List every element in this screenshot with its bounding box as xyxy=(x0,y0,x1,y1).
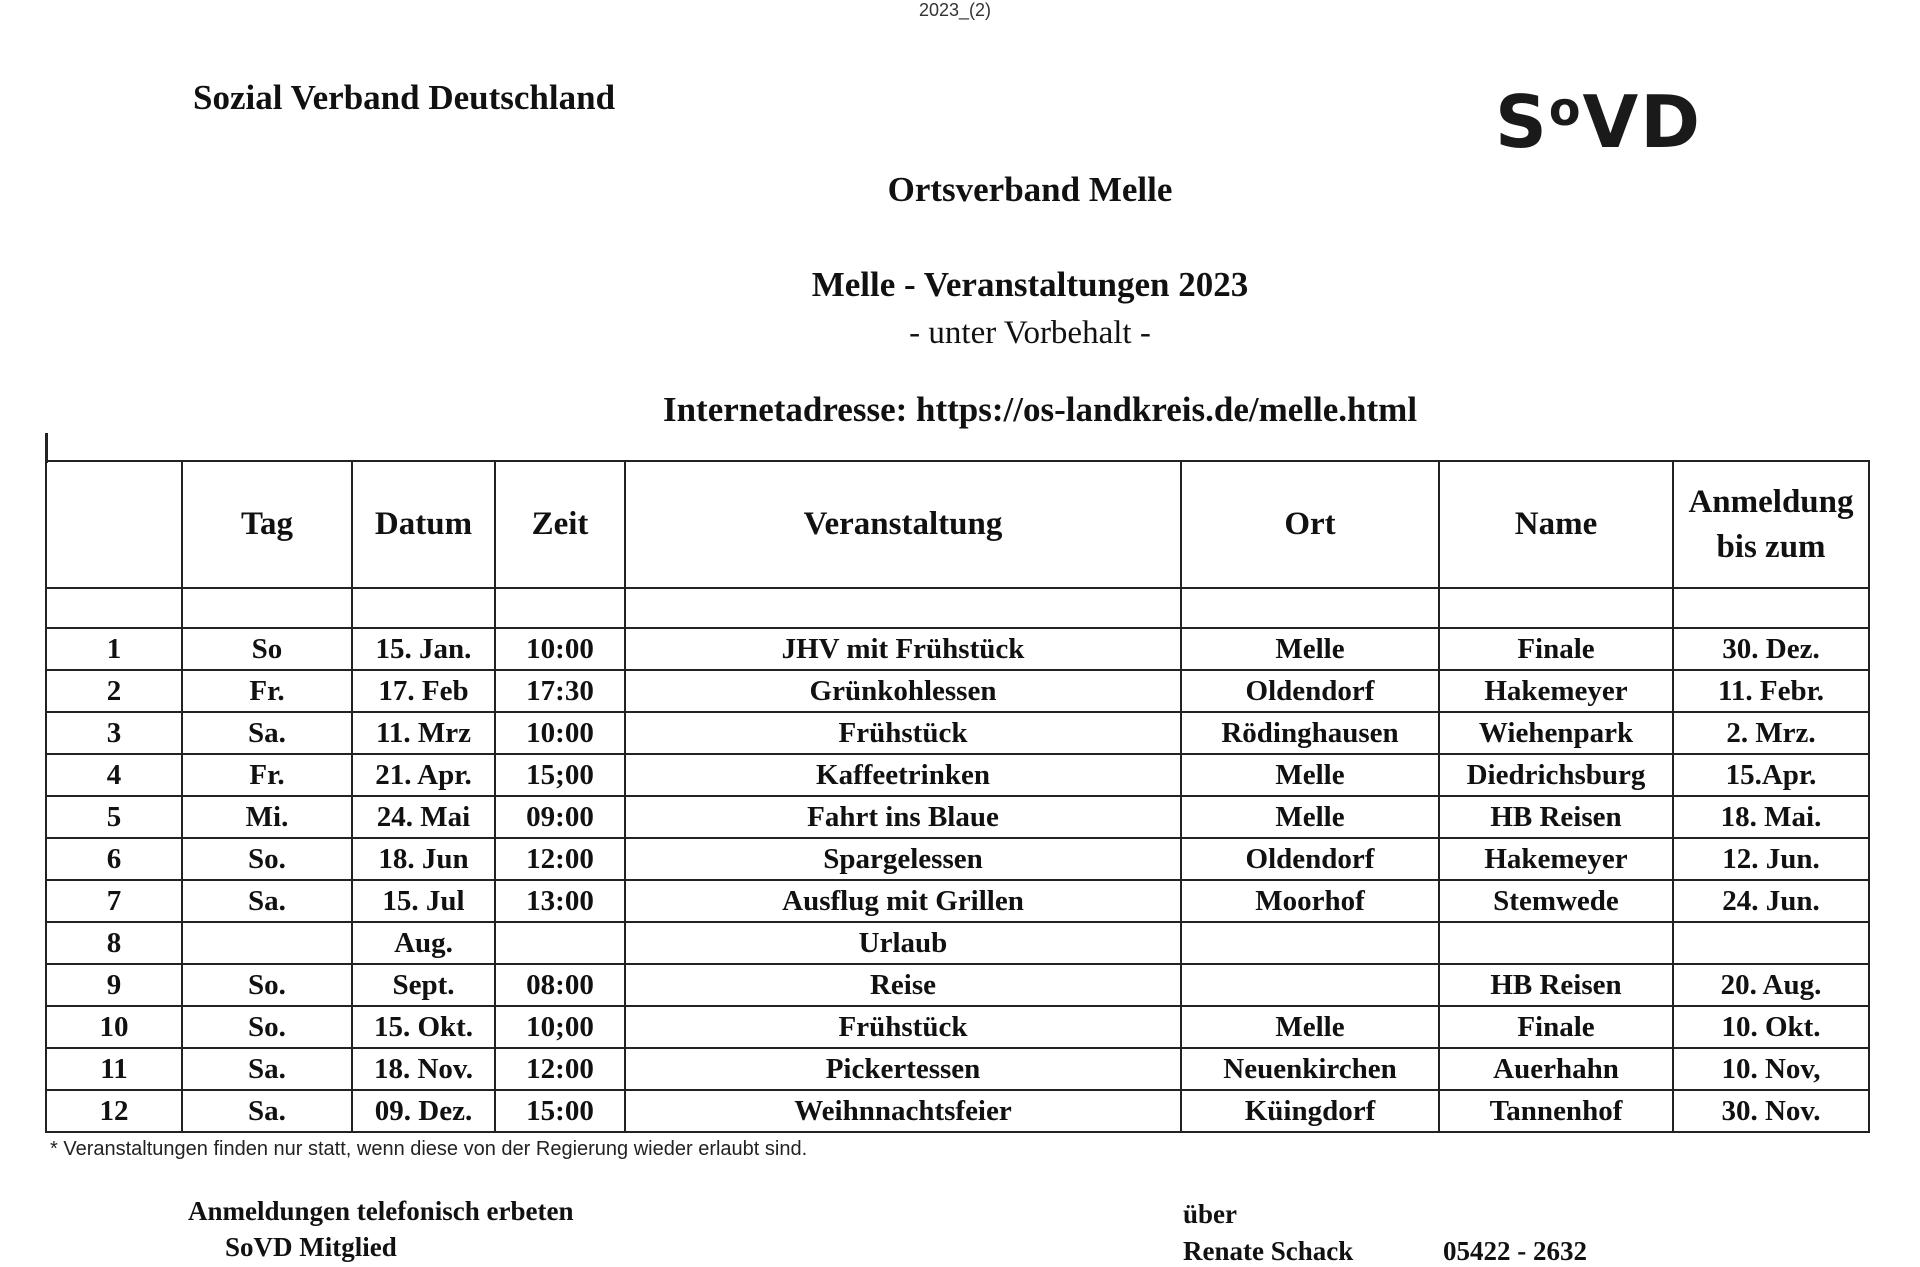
cell-event: Weihnnachtsfeier xyxy=(625,1090,1181,1132)
cell-date: 15. Jan. xyxy=(352,628,495,670)
cell-event: JHV mit Frühstück xyxy=(625,628,1181,670)
cell-time: 13:00 xyxy=(495,880,625,922)
cell-number: 6 xyxy=(46,838,182,880)
cell-number: 1 xyxy=(46,628,182,670)
cell-name xyxy=(1439,922,1673,964)
cell-event: Frühstück xyxy=(625,1006,1181,1048)
contact-name: Renate Schack xyxy=(1183,1236,1354,1266)
cell-day: So xyxy=(182,628,352,670)
cell-registration: 30. Nov. xyxy=(1673,1090,1869,1132)
cell-name: HB Reisen xyxy=(1439,964,1673,1006)
cell-time: 10:00 xyxy=(495,628,625,670)
table-row xyxy=(46,1006,1869,1048)
cell-number: 4 xyxy=(46,754,182,796)
cell-event: Urlaub xyxy=(625,922,1181,964)
cell-date: Aug. xyxy=(352,922,495,964)
cell-day: So. xyxy=(182,964,352,1006)
table-row xyxy=(46,1090,1869,1132)
cell-number: 9 xyxy=(46,964,182,1006)
cell-day: So. xyxy=(182,1006,352,1048)
cell-number: 7 xyxy=(46,880,182,922)
local-group-heading: Ortsverband Melle xyxy=(887,170,1173,209)
registration-member: SoVD Mitglied xyxy=(225,1232,397,1262)
cell-place xyxy=(1181,964,1439,1006)
cell-place: Moorhof xyxy=(1181,880,1439,922)
cell-event: Frühstück xyxy=(625,712,1181,754)
table-row xyxy=(46,838,1869,880)
cell-number: 12 xyxy=(46,1090,182,1132)
cell-date: 11. Mrz xyxy=(352,712,495,754)
cell-number: 8 xyxy=(46,922,182,964)
footnote: * Veranstaltungen finden nur statt, wenn diese von der Regierung wieder erlaubt sind. xyxy=(50,1138,808,1160)
cell-time: 10;00 xyxy=(495,1006,625,1048)
cell-place xyxy=(1181,922,1439,964)
cell-name: Tannenhof xyxy=(1439,1090,1673,1132)
cell-event: Grünkohlessen xyxy=(625,670,1181,712)
table-spacer-row xyxy=(46,588,1869,628)
cell-name: HB Reisen xyxy=(1439,796,1673,838)
table-row xyxy=(46,796,1869,838)
cell-time: 15;00 xyxy=(495,754,625,796)
table-row xyxy=(46,628,1869,670)
page-title: Melle - Veranstaltungen 2023 xyxy=(811,265,1249,304)
cell-time: 12:00 xyxy=(495,1048,625,1090)
cell-event: Kaffeetrinken xyxy=(625,754,1181,796)
events-table xyxy=(45,460,1870,1133)
cell-registration: 10. Nov, xyxy=(1673,1048,1869,1090)
cell-event: Spargelessen xyxy=(625,838,1181,880)
cell-number: 10 xyxy=(46,1006,182,1048)
col-header-date: Datum xyxy=(352,461,495,588)
cell-event: Reise xyxy=(625,964,1181,1006)
cell-name: Auerhahn xyxy=(1439,1048,1673,1090)
cell-day: Fr. xyxy=(182,754,352,796)
cell-registration: 15.Apr. xyxy=(1673,754,1869,796)
organization-name: Sozial Verband Deutschland xyxy=(193,78,616,117)
cell-date: Sept. xyxy=(352,964,495,1006)
cell-registration xyxy=(1673,922,1869,964)
sovd-logo: $S^oVD$ xyxy=(1495,80,1702,164)
cell-day: Sa. xyxy=(182,1048,352,1090)
cell-date: 15. Okt. xyxy=(352,1006,495,1048)
col-header-registration: Anmeldung bis zum xyxy=(1673,461,1869,588)
cell-time: 09:00 xyxy=(495,796,625,838)
cell-time: 17:30 xyxy=(495,670,625,712)
table-corner-mark xyxy=(45,433,48,463)
cell-time: 12:00 xyxy=(495,838,625,880)
cell-date: 24. Mai xyxy=(352,796,495,838)
cell-event: Fahrt ins Blaue xyxy=(625,796,1181,838)
website-line: Internetadresse: https://os-landkreis.de/melle.html xyxy=(662,390,1418,429)
cell-date: 18. Jun xyxy=(352,838,495,880)
cell-place: Küingdorf xyxy=(1181,1090,1439,1132)
cell-number: 3 xyxy=(46,712,182,754)
cell-date: 21. Apr. xyxy=(352,754,495,796)
cell-place: Melle xyxy=(1181,796,1439,838)
cell-name: Hakemeyer xyxy=(1439,838,1673,880)
page-subtitle: - unter Vorbehalt - xyxy=(909,315,1151,351)
cell-date: 15. Jul xyxy=(352,880,495,922)
cell-date: 17. Feb xyxy=(352,670,495,712)
cell-number: 2 xyxy=(46,670,182,712)
table-row xyxy=(46,712,1869,754)
cell-date: 18. Nov. xyxy=(352,1048,495,1090)
cell-name: Finale xyxy=(1439,1006,1673,1048)
via-label: über xyxy=(1183,1199,1237,1229)
table-header-row xyxy=(46,461,1869,588)
cell-registration: 2. Mrz. xyxy=(1673,712,1869,754)
cell-place: Melle xyxy=(1181,754,1439,796)
cell-registration: 24. Jun. xyxy=(1673,880,1869,922)
cell-registration: 18. Mai. xyxy=(1673,796,1869,838)
table-row xyxy=(46,922,1869,964)
cell-number: 11 xyxy=(46,1048,182,1090)
cell-registration: 10. Okt. xyxy=(1673,1006,1869,1048)
cell-place: Neuenkirchen xyxy=(1181,1048,1439,1090)
cell-name: Stemwede xyxy=(1439,880,1673,922)
cell-date: 09. Dez. xyxy=(352,1090,495,1132)
table-row xyxy=(46,1048,1869,1090)
col-header-day: Tag xyxy=(182,461,352,588)
cell-place: Oldendorf xyxy=(1181,838,1439,880)
document-ref: 2023_(2) xyxy=(918,0,992,20)
cell-place: Rödinghausen xyxy=(1181,712,1439,754)
cell-day: Fr. xyxy=(182,670,352,712)
cell-time xyxy=(495,922,625,964)
cell-name: Finale xyxy=(1439,628,1673,670)
cell-registration: 30. Dez. xyxy=(1673,628,1869,670)
cell-day xyxy=(182,922,352,964)
cell-time: 15:00 xyxy=(495,1090,625,1132)
cell-registration: 12. Jun. xyxy=(1673,838,1869,880)
col-header-event: Veranstaltung xyxy=(625,461,1181,588)
cell-number: 5 xyxy=(46,796,182,838)
cell-name: Diedrichsburg xyxy=(1439,754,1673,796)
table-row xyxy=(46,964,1869,1006)
cell-event: Ausflug mit Grillen xyxy=(625,880,1181,922)
cell-time: 10:00 xyxy=(495,712,625,754)
cell-registration: 11. Febr. xyxy=(1673,670,1869,712)
cell-place: Melle xyxy=(1181,628,1439,670)
cell-day: Sa. xyxy=(182,880,352,922)
cell-day: So. xyxy=(182,838,352,880)
cell-registration: 20. Aug. xyxy=(1673,964,1869,1006)
col-header-name: Name xyxy=(1439,461,1673,588)
table-row xyxy=(46,670,1869,712)
cell-name: Wiehenpark xyxy=(1439,712,1673,754)
cell-day: Sa. xyxy=(182,712,352,754)
cell-place: Oldendorf xyxy=(1181,670,1439,712)
cell-place: Melle xyxy=(1181,1006,1439,1048)
events-table-body xyxy=(46,628,1869,1132)
cell-name: Hakemeyer xyxy=(1439,670,1673,712)
contact-phone: 05422 - 2632 xyxy=(1443,1236,1587,1266)
cell-event: Pickertessen xyxy=(625,1048,1181,1090)
col-header-time: Zeit xyxy=(495,461,625,588)
table-row xyxy=(46,880,1869,922)
cell-day: Mi. xyxy=(182,796,352,838)
table-row xyxy=(46,754,1869,796)
cell-day: Sa. xyxy=(182,1090,352,1132)
registration-note: Anmeldungen telefonisch erbeten xyxy=(188,1196,574,1226)
col-header-number xyxy=(46,461,182,588)
cell-time: 08:00 xyxy=(495,964,625,1006)
col-header-place: Ort xyxy=(1181,461,1439,588)
